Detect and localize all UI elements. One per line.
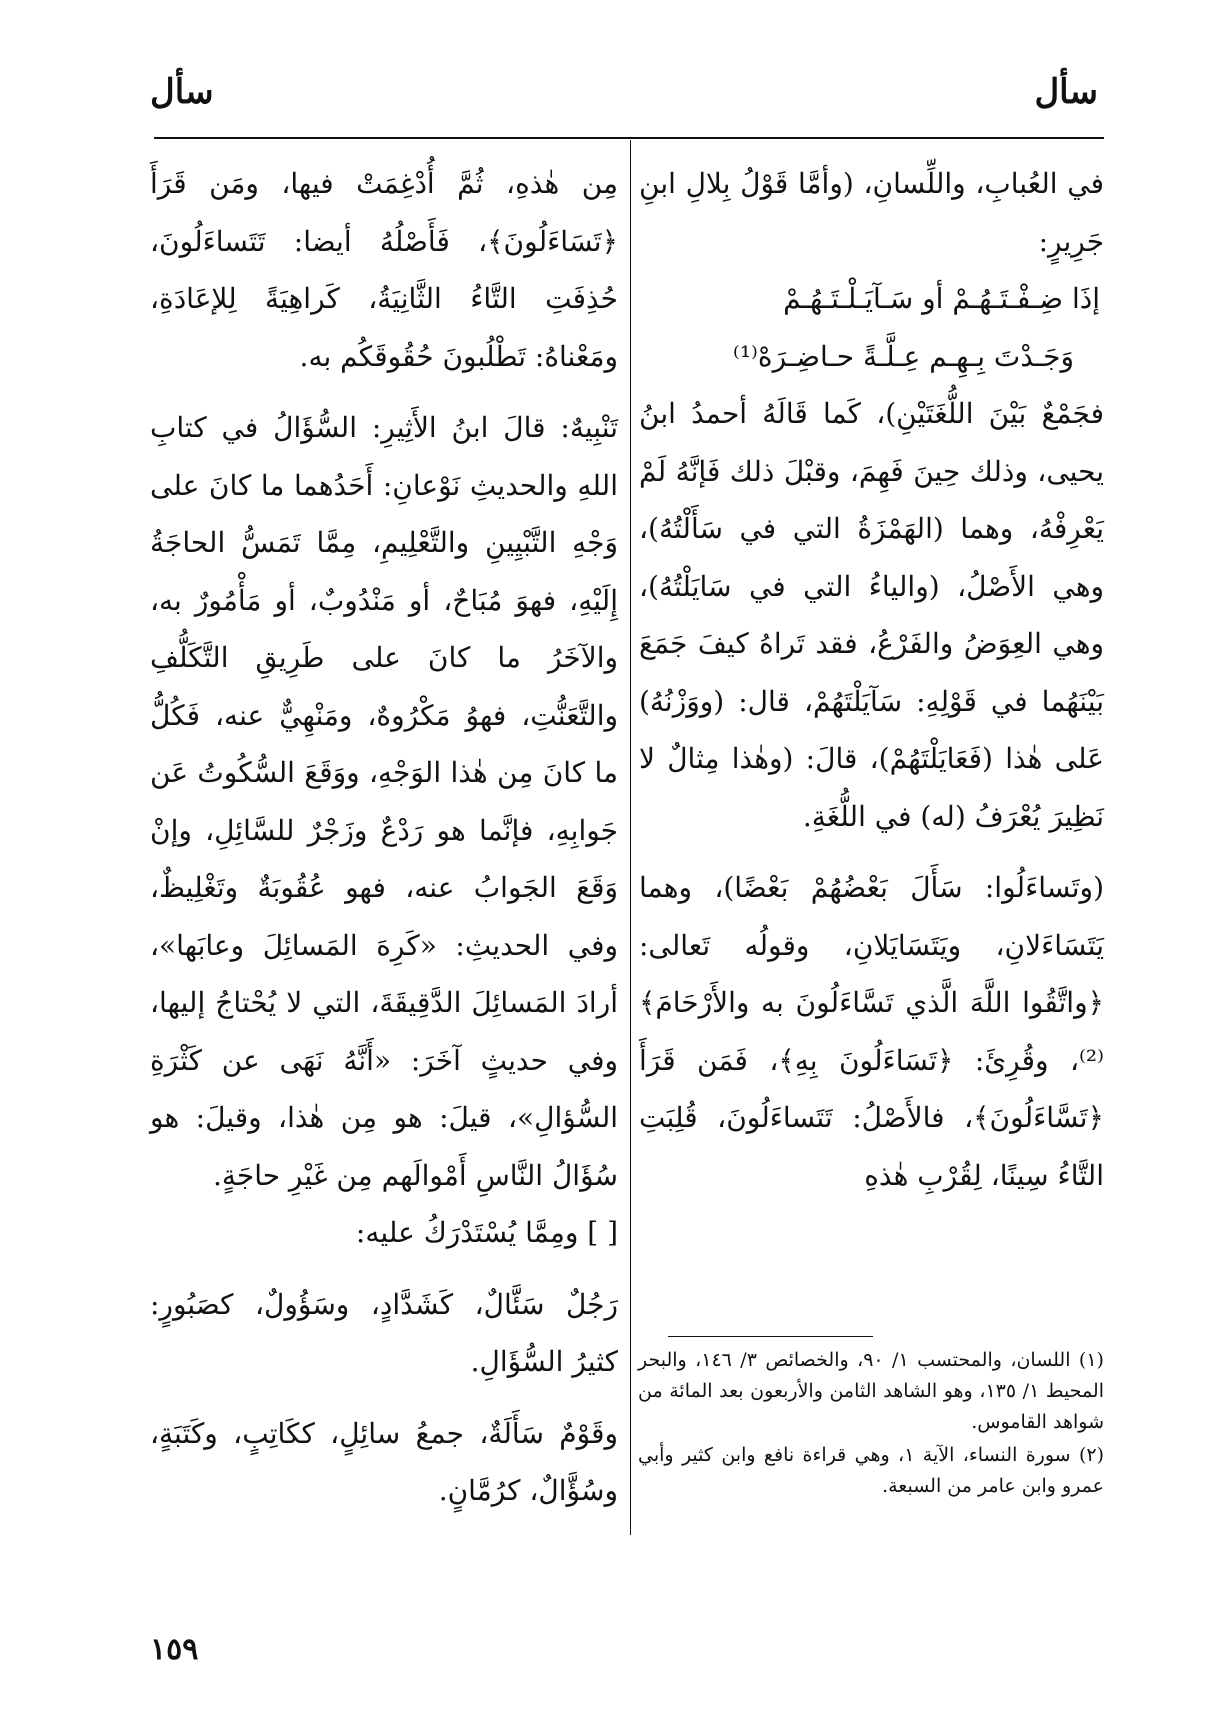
footnote: (١) اللسان، والمحتسب ١/ ٩٠، والخصائص ٣/ ١٤٦، والبحر المحيط ١/ ١٣٥، وهو الشاهد الثامن والأربعون بعد المائة من شواهد القاموس. — [638, 1349, 1104, 1433]
verse-line: إذَا ضِـفْـتَـهُـمْ أو سَـآيَـلْـتَـهُـمْ — [783, 282, 1100, 315]
paragraph: وقَوْمٌ سَأَلَةٌ، جمعُ سائِلٍ، ككَاتِبٍ، وكَتَبَةٍ، وسُؤَّالٌ، كرُمَّانٍ. — [150, 1416, 618, 1507]
paragraph: [ ] ومِمَّا يُسْتَدْرَكُ عليه: — [355, 1216, 618, 1249]
paragraph: تَنْبِيهٌ: قالَ ابنُ الأَثِيرِ: السُّؤَالُ في كتابِ اللهِ والحديثِ نَوْعانِ: أَحَدُهما ما كانَ على وَجْهِ التَّبْيِينِ والتَّعْلِيمِ، مِمَّا تَمَسُّ الحاجَةُ إِلَيْهِ، فهوَ مُبَاحٌ، أو مَنْدُوبٌ، أو مَأْمُورٌ به، والآخَرُ ما كانَ على طَرِيقِ التَّكَلُّفِ والتَّعَنُّتِ، فهوُ مَكْرُوهٌ، ومَنْهِيٌّ عنه، فَكُلُّ ما كانَ مِن هٰذا الوَجْهِ، ووَقَعَ السُّكُوتُ عَن جَوابِهِ، فإنَّما هو رَدْعٌ وزَجْرٌ للسَّائِلِ، وإنْ وَقَعَ الجَوابُ عنه، فهو عُقُوبَةٌ وتَغْلِيظٌ، وفي الحديثِ: «كَرِهَ المَسائِلَ وعابَها»، أرادَ المَسائِلَ الدَّقِيقَةَ، التي لا يُحْتاجُ إليها، وفي حديثٍ آخَرَ: «أَنَّهُ نَهَى عن كَثْرَةِ السُّؤالِ»، قيلَ: هو مِن هٰذا، وقيلَ: هو سُؤَالُ النَّاسِ أَمْوالَهم مِن غَيْرِ حاجَةٍ. — [150, 411, 618, 1192]
right-column — [639, 155, 1104, 1204]
footnotes — [638, 1345, 1104, 1504]
footnote: (٢) سورة النساء، الآية ١، وهي قراءة نافع وابن كثير وأبي عمرو وابن عامر من السبعة. — [638, 1444, 1105, 1497]
paragraph: فجَمْعٌ بَيْنَ اللُّغَتَيْنِ)، كَما قَالَهُ أحمدُ ابنُ يحيى، وذلك حِينَ فَهِمَ، وقبْلَ ذلك فَإنَّهُ لَمْ يَعْرِفْهُ، وهما (الهَمْزَةُ التي في سَأَلْتُهُ)، وهي الأَصْلُ، (والياءُ التي في سَايَلْتُهُ)، وهي العِوَضُ والفَرْعُ، فقد تَراهُ كيفَ جَمَعَ بَيْنَهُما في قَوْلِهِ: سَآيَلْتَهُمْ، قال: (ووَزْنُهُ) عَلى هٰذا (فَعَايَلْتَهُمْ)، قالَ: (وهٰذا مِثالٌ لا نَظِيرَ يُعْرَفُ (له) في اللُّغَةِ. — [639, 397, 1104, 833]
column-divider — [630, 140, 631, 1535]
verse-line: وَجَـدْتَ بِـهِـم عِـلَّـةً حـاضِـرَهْ⁽¹⁾ — [732, 339, 1074, 373]
header-rule — [154, 137, 1104, 139]
left-column — [150, 155, 618, 1520]
paragraph: مِن هٰذهِ، ثُمَّ أُدْغِمَتْ فيها، ومَن قَرَأَ ﴿تَسَاءَلُونَ﴾، فَأَصْلُهُ أيضا: تَتَساءَلُونَ، حُذِفَتِ التَّاءُ الثَّانِيَةُ، كَراهِيَةً لِلإعَادَةِ، ومَعْناهُ: تَطْلُبونَ حُقُوقَكُم به. — [150, 167, 618, 373]
page-number: ١٥٩ — [150, 1632, 199, 1667]
header-entry-word-left: سأل — [150, 72, 214, 112]
paragraph: رَجُلٌ سَئَّالٌ، كَشَدَّادٍ، وسَؤُولٌ، كصَبُورٍ: كثيرُ السُّؤَالِ. — [150, 1287, 618, 1378]
footnote-rule — [668, 1336, 873, 1337]
paragraph: في العُبابِ، واللِّسانِ، (وأمَّا قَوْلُ بِلالِ ابنِ جَرِيرٍ: — [639, 167, 1104, 258]
header-entry-word-right: سأل — [1034, 72, 1098, 112]
paragraph: (وتَساءَلُوا: سَأَلَ بَعْضُهُمْ بَعْضًا)، وهما يَتَسَاءَلانِ، ويَتَسَايَلانِ، وقولُه تَعالى: ﴿واتَّقُوا اللَّهَ الَّذي تَسَّاءَلُونَ به والأَرْحَامَ﴾⁽²⁾، وقُرِئَ: ﴿تَسَاءَلُونَ بِهِ﴾، فَمَن قَرَأَ ﴿تَسَّاءَلُونَ﴾، فالأَصْلُ: تَتَساءَلُونَ، قُلِبَتِ التَّاءُ سِينًا، لِقُرْبِ هٰذهِ — [639, 871, 1104, 1192]
